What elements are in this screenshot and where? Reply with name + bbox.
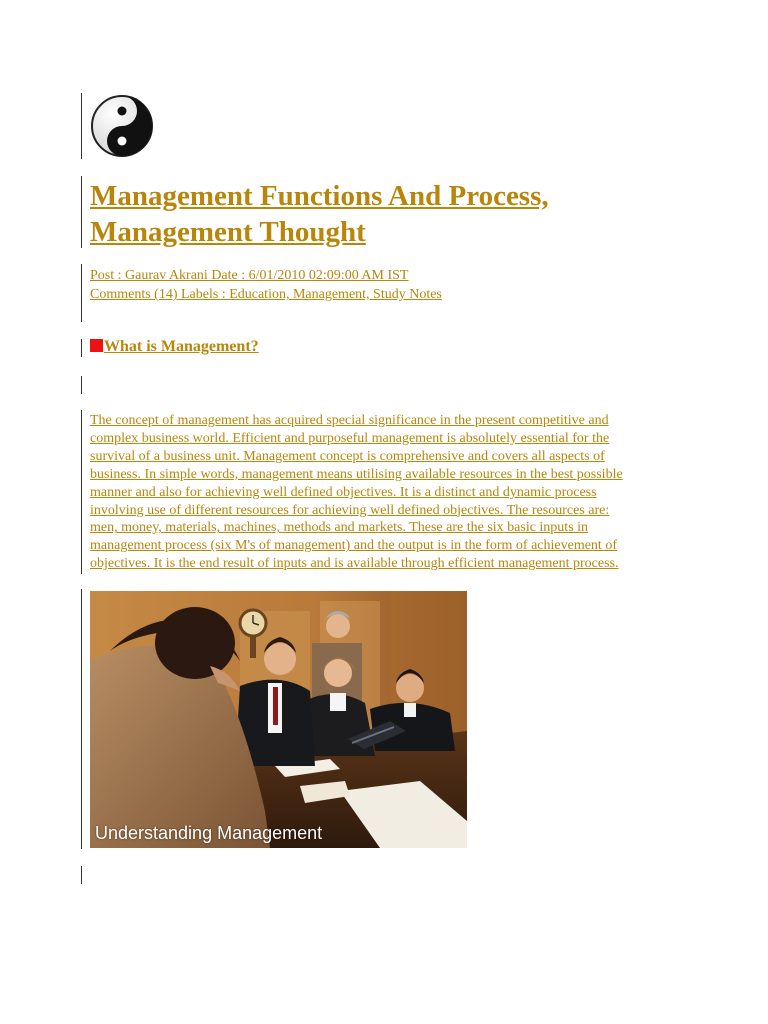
post-meta-line-1[interactable]: Post : Gaurav Akrani Date : 6/01/2010 02:09:00 AM IST	[90, 268, 409, 283]
paragraph-line[interactable]: business. In simple words, management means utilising available resources in the best possible	[90, 466, 623, 482]
left-rule-title	[81, 176, 82, 248]
meeting-photo-illustration	[90, 591, 467, 848]
paragraph-line[interactable]: involving use of different resources for achieving well defined objectives. The resources are:	[90, 502, 610, 518]
left-rule-logo	[81, 93, 82, 159]
paragraph-line[interactable]: survival of a business unit. Management concept is comprehensive and covers all aspects of	[90, 448, 605, 464]
section-heading[interactable]: What is Management?	[104, 338, 259, 355]
left-rule-paragraph	[81, 410, 82, 574]
section-heading-row	[90, 338, 259, 356]
title-line-1[interactable]: Management Functions And Process,	[90, 180, 549, 212]
yin-yang-icon	[90, 94, 154, 158]
paragraph-line[interactable]: management process (six M's of management) and the output is in the form of achievement of	[90, 538, 617, 554]
post-meta	[90, 266, 442, 304]
paragraph-line[interactable]: objectives. It is the end result of inputs and is available through efficient management process.	[90, 556, 619, 572]
left-rule-image	[81, 589, 82, 849]
left-rule-spacer	[81, 376, 82, 394]
red-square-icon	[90, 339, 103, 352]
left-rule-meta	[81, 264, 82, 322]
left-rule-heading	[81, 339, 82, 357]
paragraph-line[interactable]: manner and also for achieving well defined objectives. It is a distinct and dynamic process	[90, 484, 597, 500]
post-meta-line-2[interactable]: Comments (14) Labels : Education, Management, Study Notes	[90, 287, 442, 302]
paragraph-line[interactable]: complex business world. Efficient and purposeful management is absolutely essential for the	[90, 430, 610, 446]
body-paragraph	[90, 412, 680, 573]
title-line-2[interactable]: Management Thought	[90, 216, 366, 248]
left-rule-bottom	[81, 866, 82, 884]
paragraph-line[interactable]: The concept of management has acquired special significance in the present competitive and	[90, 413, 609, 428]
meeting-photo	[90, 591, 467, 848]
image-caption: Understanding Management	[95, 823, 323, 843]
page-title[interactable]	[90, 178, 690, 250]
paragraph-line[interactable]: men, money, materials, machines, methods and markets. These are the six basic inputs in	[90, 520, 589, 536]
